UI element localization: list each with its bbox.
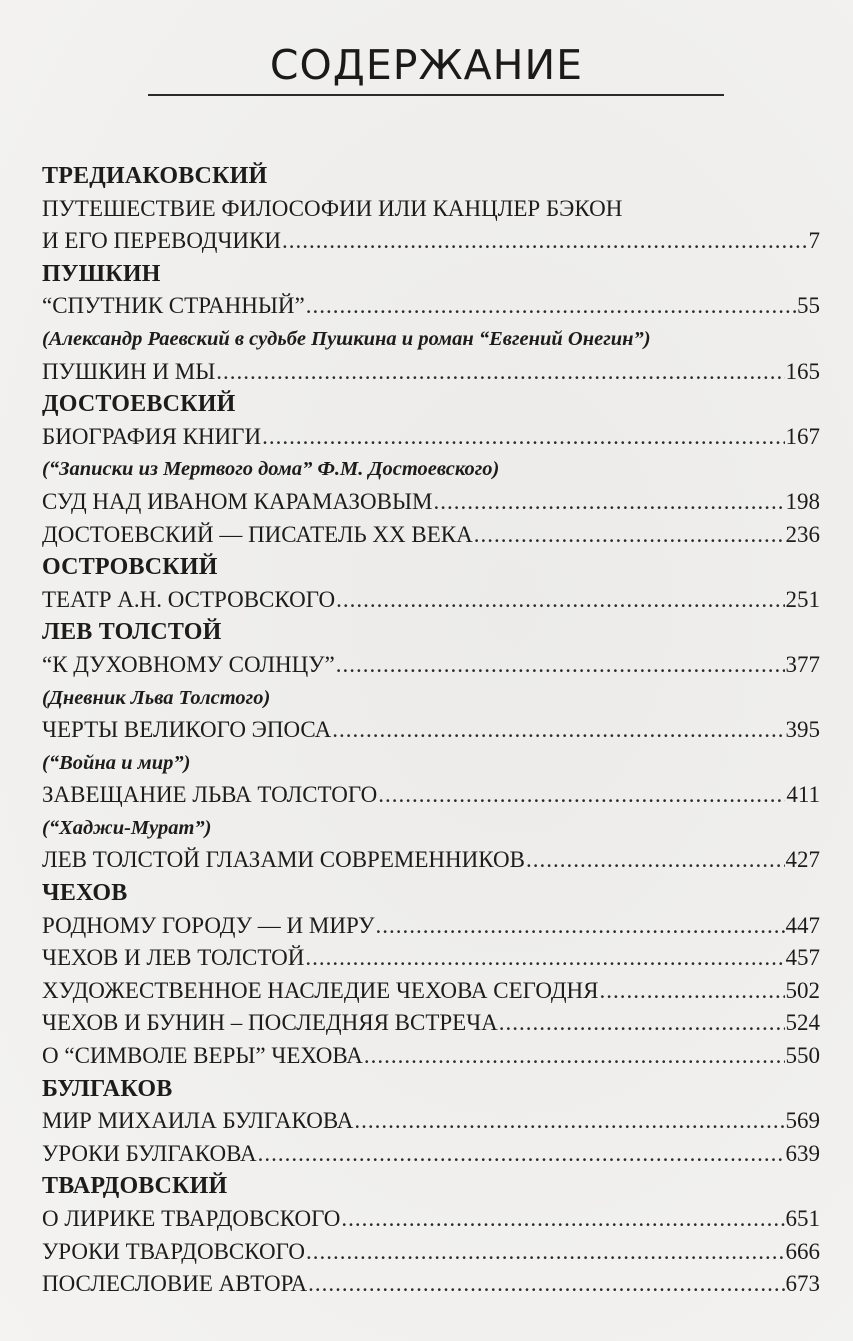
toc-entry [42,1236,820,1269]
dot-leader [378,779,785,812]
toc-page-number: 427 [785,847,820,873]
toc-entry-title: БИОГРАФИЯ КНИГИ [42,423,262,449]
toc-entry-title: ПОСЛЕСЛОВИЕ АВТОРА [42,1271,308,1297]
toc-entry-title: И ЕГО ПЕРЕВОДЧИКИ [42,228,281,254]
toc-entry-title: ЛЕВ ТОЛСТОЙ ГЛАЗАМИ СОВРЕМЕННИКОВ [42,847,525,873]
dot-leader [526,844,785,877]
toc-entry-title: О ЛИРИКЕ ТВАРДОВСКОГО [42,1206,341,1231]
toc-entry-title: МИР МИХАИЛА БУЛГАКОВА [42,1108,354,1134]
toc-page-number: 666 [785,1238,820,1264]
toc-entry [42,519,820,552]
toc-entry-title: ПУШКИН И МЫ [42,358,216,384]
toc-author-heading: ПУШКИН [42,260,161,287]
dot-leader [306,290,796,323]
dot-leader [306,1236,785,1269]
dot-leader [216,356,784,389]
dot-leader [341,1203,784,1236]
toc-page-number: 524 [785,1010,820,1036]
toc-entry-title: ЧЕХОВ И БУНИН – ПОСЛЕДНЯЯ ВСТРЕЧА [42,1010,498,1036]
toc-entry [42,584,820,617]
toc-entry [42,290,820,323]
page-title: СОДЕРЖАНИЕ [269,41,584,89]
dot-leader [364,1040,785,1073]
toc-entry [42,649,820,682]
toc-entry [42,421,820,454]
toc-subtitle-note: (“Записки из Мертвого дома” Ф.М. Достоевского) [42,458,500,481]
dot-leader [258,1138,785,1171]
toc-author-heading: ЧЕХОВ [42,880,128,907]
title-underline [148,94,724,96]
toc-entry [42,1105,820,1138]
toc-entry [42,225,820,258]
dot-leader [474,519,785,552]
toc-page-number: 639 [785,1140,820,1166]
toc-entry-title: “СПУТНИК СТРАННЫЙ” [42,293,305,319]
toc-entry-title: О “СИМВОЛЕ ВЕРЫ” ЧЕХОВА [42,1043,363,1069]
toc-subtitle-note: (“Война и мир”) [42,751,191,774]
toc-subtitle-note: (Александр Раевский в судьбе Пушкина и роман “Евгений Онегин”) [42,327,651,350]
toc-entry [42,910,820,943]
toc-entry-title: ДОСТОЕВСКИЙ — ПИСАТЕЛЬ XX ВЕКА [42,521,473,547]
dot-leader [599,975,784,1008]
toc-entry [42,779,820,812]
toc-page-number: 502 [785,977,820,1003]
dot-leader [499,1007,785,1040]
toc-entry [42,942,820,975]
toc-entry [42,714,820,747]
dot-leader [332,714,784,747]
toc-entry-title: СУД НАД ИВАНОМ КАРАМАЗОВЫМ [42,488,433,514]
dot-leader [262,421,784,454]
toc-page-number: 673 [785,1271,820,1297]
toc-author-heading: ТРЕДИАКОВСКИЙ [42,163,268,189]
toc-entry-title: ЧЕХОВ И ЛЕВ ТОЛСТОЙ [42,945,305,971]
toc-page-number: 447 [785,912,820,938]
toc-page-number: 198 [785,488,820,514]
toc-entry-title: ЗАВЕЩАНИЕ ЛЬВА ТОЛСТОГО [42,782,378,808]
toc-entry [42,975,820,1008]
toc-author-heading: ЛЕВ ТОЛСТОЙ [42,619,222,646]
dot-leader [375,910,784,943]
toc-page-number: 651 [785,1206,820,1231]
toc-entry [42,1203,820,1236]
dot-leader [282,225,808,258]
toc-page-number: 411 [786,782,820,808]
toc-author-heading: БУЛГАКОВ [42,1075,173,1102]
dot-leader [354,1105,784,1138]
toc-entry-title: ХУДОЖЕСТВЕННОЕ НАСЛЕДИЕ ЧЕХОВА СЕГОДНЯ [42,977,599,1003]
toc-entry-title: “К ДУХОВНОМУ СОЛНЦУ” [42,651,335,677]
toc-entry [42,486,820,519]
toc-page-number: 395 [785,717,820,743]
toc-page-number: 377 [785,651,820,677]
toc-page-number: 167 [785,423,820,449]
toc-author-heading: ДОСТОЕВСКИЙ [42,391,236,418]
toc-entry [42,356,820,389]
toc-entry-title: ТЕАТР А.Н. ОСТРОВСКОГО [42,586,336,612]
toc-entry [42,1007,820,1040]
toc-page-number: 569 [785,1108,820,1134]
toc-entry-title: УРОКИ БУЛГАКОВА [42,1140,257,1166]
toc-entry [42,1268,820,1301]
toc-entry [42,1138,820,1171]
dot-leader [305,942,784,975]
dot-leader [434,486,785,519]
toc-page-number: 236 [785,521,820,547]
toc-page-number: 251 [785,586,820,612]
toc-page-number: 165 [785,358,820,384]
toc-page-number: 55 [797,293,820,319]
toc-entry-title: УРОКИ ТВАРДОВСКОГО [42,1238,305,1264]
toc-entry [42,1040,820,1073]
toc-page-number: 457 [785,945,820,971]
toc-entry [42,844,820,877]
toc-author-heading: ТВАРДОВСКИЙ [42,1173,228,1200]
toc-entry-line: ПУТЕШЕСТВИЕ ФИЛОСОФИИ ИЛИ КАНЦЛЕР БЭКОН [42,195,623,221]
toc-subtitle-note: (Дневник Льва Толстого) [42,686,271,709]
table-of-contents [42,160,820,1301]
toc-page-number: 7 [808,228,820,254]
toc-page-number: 550 [785,1043,820,1069]
dot-leader [336,649,785,682]
dot-leader [336,584,784,617]
toc-subtitle-note: (“Хаджи-Мурат”) [42,816,212,839]
toc-author-heading: ОСТРОВСКИЙ [42,554,218,581]
toc-entry-title: РОДНОМУ ГОРОДУ — И МИРУ [42,912,375,938]
toc-entry-title: ЧЕРТЫ ВЕЛИКОГО ЭПОСА [42,717,332,743]
dot-leader [308,1268,784,1301]
